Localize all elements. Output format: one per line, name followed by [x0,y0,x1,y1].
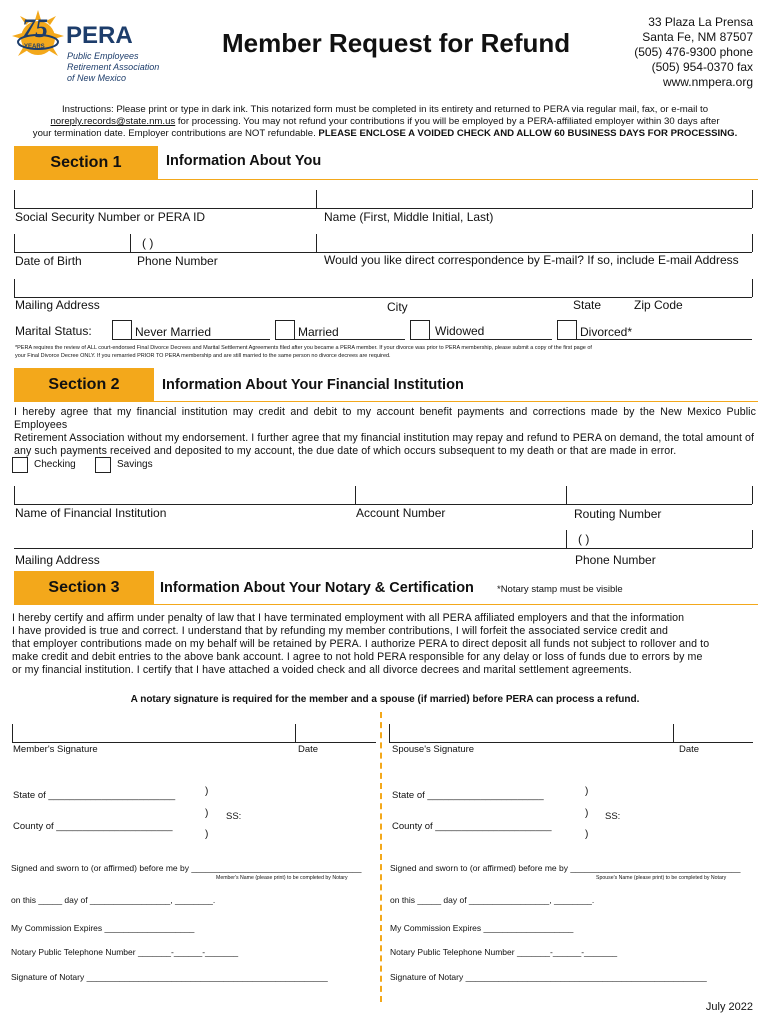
agreement-line: Retirement Association without my endorsement. I further agree that my financial institution may repay and refund to PERA on demand, the total amount of [14,432,755,444]
phone-paren: ( ) [142,236,154,250]
member-sig-label: Member's Signature [13,744,98,755]
logo-years: YEARS [24,44,45,50]
left-state: State of ________________________ [13,790,176,801]
divider [752,486,753,504]
section3-tag: Section 3 [14,571,154,604]
spouse-sig-label: Spouse's Signature [392,744,475,755]
notary-requirement: A notary signature is required for the member and a spouse (if married) before PERA can process a refund. [130,694,640,705]
address-line: Santa Fe, NM 87507 [642,30,753,44]
savings-label: Savings [117,459,153,470]
name-line [316,208,752,209]
checking-checkbox[interactable] [12,457,28,473]
logo-sub-3: of New Mexico [67,73,127,83]
email-question: Would you like direct correspondence by E-mail? If so, include E-mail Address [324,253,739,267]
divider [752,190,753,208]
zip-label: Zip Code [634,298,683,312]
section2-line [14,401,758,402]
never-married-checkbox[interactable] [112,320,132,340]
instructions-line-2: noreply.records@state.nm.us for processing. You may not refund your contributions if you will be employed by a PERA-affiliated employer within 30 days after [50,116,720,127]
address-line: (505) 954-0370 fax [651,60,753,74]
instructions [10,104,760,140]
left-ss: SS: [226,811,242,822]
right-notary-sig: Signature of Notary ___________________________________________________ [390,972,707,982]
section1-tag: Section 1 [14,146,158,179]
section3-line [14,604,758,605]
divider [389,724,390,742]
right-onthis: on this _____ day of _________________, ________. [390,895,595,905]
divider [14,234,15,252]
section1-title: Information About You [166,153,322,169]
right-sworn-note: Spouse's Name (please print) to be completed by Notary [596,875,727,881]
account-label: Account Number [356,506,446,520]
divider [566,530,567,548]
divider [132,339,270,340]
divider [130,234,131,252]
spouse-date-label: Date [679,744,700,755]
certification-line: or my financial institution. I certify that I have attached a voided check and all divorce decrees and marital settlement agreements. [12,664,632,676]
divorce-note-1: *PERA requires the review of ALL court-endorsed Final Divorce Decrees and Marital Settlement Agreements filed after you became a PERA member. If your divorce was prior to PERA membership, please submit a copy of the first page of [15,345,592,351]
fin-name-line [14,504,752,505]
right-ss: SS: [605,811,621,822]
mailing-label: Mailing Address [15,298,100,312]
address-line: www.nmpera.org [662,75,753,89]
certification-line: I have provided is true and correct. I understand that by refunding my member contributions, I will forfeit the associated service credit and [12,625,668,637]
state-label: State [573,298,602,312]
pera-logo [10,8,160,83]
divorced-label: Divorced* [580,325,633,339]
certification-line: make credit and debit entries to the above bank account. I agree to not hold PERA responsible for any delay or loss of funds due to errors by me [12,651,703,663]
left-commission: My Commission Expires ___________________ [11,923,195,933]
left-sworn-note: Member's Name (please print) to be completed by Notary [216,875,348,881]
name-label: Name (First, Middle Initial, Last) [324,210,494,224]
agreement-line: any such payments received and deposited to my account, the due date of which occurs subsequent to my death or that are made in error. [14,445,677,457]
divider [752,279,753,297]
page-title: Member Request for Refund [222,28,571,58]
routing-label: Routing Number [574,507,662,521]
divider [752,530,753,548]
right-commission: My Commission Expires ___________________ [390,923,574,933]
instructions-line-3: your termination date. Employer contributions are NOT refundable. PLEASE ENCLOSE A VOIDED CHECK AND ALLOW 60 BUSINESS DAYS FOR PROCESSING. [32,128,738,139]
spouse-sig-line [389,742,753,743]
divider [566,486,567,504]
divider [673,724,674,742]
checking-label: Checking [34,459,76,470]
agreement-line: I hereby agree that my financial institution may credit and debit to my account benefit payments and corrections made by the New Mexico Public Employees [14,406,756,431]
divorce-note-2: your Final Divorce Decree ONLY. If you remarried PRIOR TO PERA membership and are still married to the same person no divorce decrees are required. [15,353,391,359]
address-line: (505) 476-9300 phone [634,45,753,59]
logo-name: PERA [66,22,133,49]
never-married-label: Never Married [135,325,212,339]
married-checkbox[interactable] [275,320,295,340]
divider [316,190,317,208]
instructions-line-1: Instructions: Please print or type in dark ink. This notarized form must be completed in its entirety and returned to PERA via regular mail, fax, or e-mail to [61,104,709,115]
certification-line: that employer contributions made on my behalf will be retained by PERA. I authorize PERA to direct deposit all funds not subject to rollover and to [12,638,710,650]
pera-address [634,15,753,90]
section2-tag: Section 2 [14,368,154,401]
right-sworn: Signed and sworn to (or affirmed) before me by ____________________________________ [390,863,741,873]
member-date-label: Date [298,744,319,755]
marital-label: Marital Status: [15,324,92,338]
left-paren-3: ) [205,829,209,840]
widowed-label: Widowed [435,324,485,338]
divider [14,486,15,504]
phone-label: Phone Number [137,254,218,268]
left-onthis: on this _____ day of _________________, ________. [11,895,216,905]
left-notary-phone: Notary Public Telephone Number _______-______-_______ [11,947,239,957]
section1-line [14,179,758,180]
column-divider [380,712,382,1002]
right-county: County of ______________________ [392,821,552,832]
widowed-checkbox[interactable] [410,320,430,340]
right-state: State of ______________________ [392,790,544,801]
notary-stamp-note: *Notary stamp must be visible [497,584,623,595]
divider [430,339,552,340]
phone2-label: Phone Number [575,553,656,567]
section2-agreement [14,406,756,458]
fin-name-label: Name of Financial Institution [15,506,167,520]
divorced-checkbox[interactable] [557,320,577,340]
divider [14,279,15,297]
city-label: City [387,300,408,314]
section2-title: Information About Your Financial Institution [162,377,464,393]
divider [316,234,317,252]
left-sworn: Signed and sworn to (or affirmed) before me by ____________________________________ [11,863,362,873]
member-sig-line [12,742,376,743]
divider [295,724,296,742]
left-paren-2: ) [205,808,209,819]
address-line: 33 Plaza La Prensa [648,15,753,29]
savings-checkbox[interactable] [95,457,111,473]
dob-label: Date of Birth [15,254,82,268]
section3-certification [12,612,756,677]
right-paren-2: ) [585,808,589,819]
logo-number: 75 [22,14,48,43]
divider [295,339,405,340]
divider [752,234,753,252]
logo-sub-2: Retirement Association [67,62,160,72]
mailing2-line [14,548,752,549]
ssn-label: Social Security Number or PERA ID [15,210,206,224]
certification-line: I hereby certify and affirm under penalty of law that I have terminated employment with all PERA affiliated employers and that the information [12,612,685,624]
ssn-line [14,208,316,209]
divider [12,724,13,742]
section3-title: Information About Your Notary & Certification [160,580,474,596]
divider [355,486,356,504]
logo-sub-1: Public Employees [67,51,139,61]
right-paren-1: ) [585,786,589,797]
footer-date: July 2022 [705,1001,753,1013]
divider [577,339,752,340]
email-link[interactable]: noreply.records@state.nm.us [50,116,176,127]
married-label: Married [298,325,339,339]
right-notary-phone: Notary Public Telephone Number _______-______-_______ [390,947,618,957]
mailing2-label: Mailing Address [15,553,100,567]
divider [14,190,15,208]
left-paren-1: ) [205,786,209,797]
left-county: County of ______________________ [13,821,173,832]
left-notary-sig: Signature of Notary ___________________________________________________ [11,972,328,982]
phone2-paren: ( ) [578,532,590,546]
right-paren-3: ) [585,829,589,840]
